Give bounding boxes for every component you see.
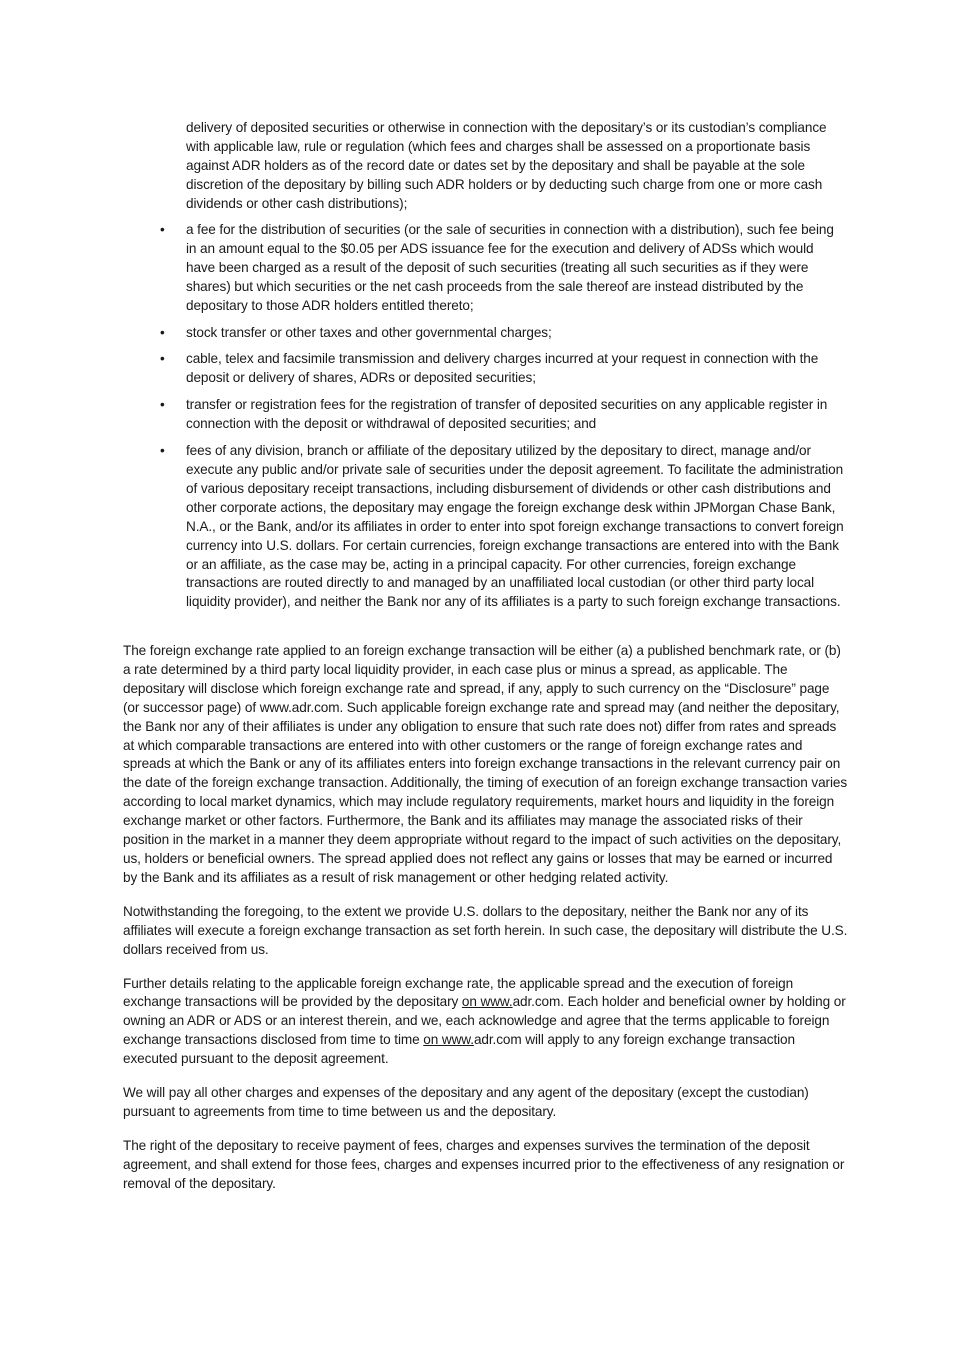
bullet-icon: • — [160, 351, 165, 367]
bullet-icon: • — [160, 222, 165, 237]
list-item — [0, 324, 846, 343]
us-dollars-paragraph: Notwithstanding the foregoing, to the extent we provide U.S. dollars to the depositary, neither the Bank nor any of its affiliates will execute a foreign exchange transaction as set forth herein. In such case, the depositary will distribute the U.S. dollars received from us. — [123, 903, 848, 957]
list-item — [0, 396, 846, 434]
list-item — [0, 442, 846, 612]
fx-details-paragraph — [123, 975, 848, 1070]
fx-details-text-c: adr.com will apply to any foreign exchange transaction executed pursuant to the deposit agreement. — [123, 1032, 795, 1067]
adr-link[interactable]: on www. — [423, 1032, 474, 1048]
bullet-text: a fee for the distribution of securities (or the sale of securities in connection with a distribution), such fee being in an amount equal to the $0.05 per ADS issuance fee for the execution and delivery of ADSs which would have been charged as a result of the deposit of such securities (treating all such securities as if they were shares) but which securities or the net cash proceeds from the sale thereof are instead distributed by the depositary to those ADR holders entitled thereto; — [186, 222, 834, 313]
bullet-text: fees of any division, branch or affiliate of the depositary utilized by the depositary to direct, manage and/or execute any public and/or private sale of securities under the deposit agreement. To facilitate the administration of various depositary receipt transactions, including disbursement of dividends or other cash distributions and other corporate actions, the depositary may engage the foreign exchange desk within JPMorgan Chase Bank, N.A., or the Bank, and/or its affiliates in order to enter into spot foreign exchange transactions to convert foreign currency into U.S. dollars. For certain currencies, foreign exchange transactions are entered into with the Bank or an affiliate, as the case may be, acting in a principal capacity. For other currencies, foreign exchange transactions are routed directly to and managed by an unaffiliated local custodian (or other third party local liquidity provider), and neither the Bank nor any of its affiliates is a party to such foreign exchange transactions. — [186, 443, 844, 610]
bullet-text: transfer or registration fees for the registration of transfer of deposited securities on any applicable register in connection with the deposit or withdrawal of deposited securities; and — [186, 397, 828, 432]
list-item — [0, 350, 846, 388]
fee-bullet-list — [0, 221, 860, 620]
bullet-icon: • — [160, 324, 165, 340]
bullet-text: cable, telex and facsimile transmission and delivery charges incurred at your request in connection with the deposit or delivery of shares, ADRs or deposited securities; — [186, 351, 819, 386]
fx-rate-paragraph: The foreign exchange rate applied to an foreign exchange transaction will be either (a) a published benchmark rate, or (b) a rate determined by a third party local liquidity provider, in each case plus or minus a spread, as applicable. The depositary will disclose which foreign exchange rate and spread, if any, apply to such currency on the “Disclosure” page (or successor page) of www.adr.com. Such applicable foreign exchange rate and spread may (and neither the depositary, the Bank nor any of their affiliates is under any obligation to ensure that such rate does not) differ from rates and spreads at which comparable transactions are entered into with other customers or the range of foreign exchange rates and spreads at which the Bank or any of its affiliates enters into foreign exchange transactions in the relevant currency pair on the date of the foreign exchange transaction. Additionally, the timing of execution of an foreign exchange transaction varies according to local market dynamics, which may include regulatory requirements, market hours and liquidity in the foreign exchange market or other factors. Furthermore, the Bank and its affiliates may manage the associated risks of their position in the market in a manner they deem appropriate without regard to the impact of such activities on the depositary, us, holders or beneficial owners. The spread applied does not reflect any gains or losses that may be earned or incurred by the Bank and its affiliates as a result of risk management or other hedging related activity. — [123, 643, 848, 885]
other-charges-paragraph: We will pay all other charges and expenses of the depositary and any agent of the depositary (except the custodian) pursuant to agreements from time to time between us and the depositary. — [123, 1085, 809, 1119]
continued-bullet-text: delivery of deposited securities or otherwise in connection with the depositary’s or its custodian’s compliance with applicable law, rule or regulation (which fees and charges shall be assessed on a proportionate basis against ADR holders as of the record date or dates set by the depositary and shall be payable at the sole discretion of the depositary by billing such ADR holders or by deducting such charge from one or more cash dividends or other cash distributions); — [186, 120, 827, 211]
fx-details-text-b: adr.com. Each holder and beneficial owner by holding or owning an ADR or ADS or an interest therein, and we, each acknowledge and agree that the terms applicable to foreign exchange transactions disclosed from time to time — [123, 994, 846, 1048]
list-item — [0, 221, 846, 316]
adr-link[interactable]: on www. — [461, 994, 513, 1010]
body-paragraphs — [123, 642, 848, 1209]
bullet-icon: • — [160, 443, 165, 459]
fee-rights-paragraph: The right of the depositary to receive payment of fees, charges and expenses survives the termination of the deposit agreement, and shall extend for those fees, charges and expenses incurred prior to the effectiveness of any resignation or removal of the depositary. — [123, 1137, 845, 1191]
fx-details-text-a: Further details relating to the applicable foreign exchange rate, the applicable spread and the execution of foreign exchange transactions will be provided by the depositary — [123, 975, 794, 1010]
bullet-text: stock transfer or other taxes and other governmental charges; — [186, 324, 552, 340]
bullet-icon: • — [160, 397, 165, 413]
